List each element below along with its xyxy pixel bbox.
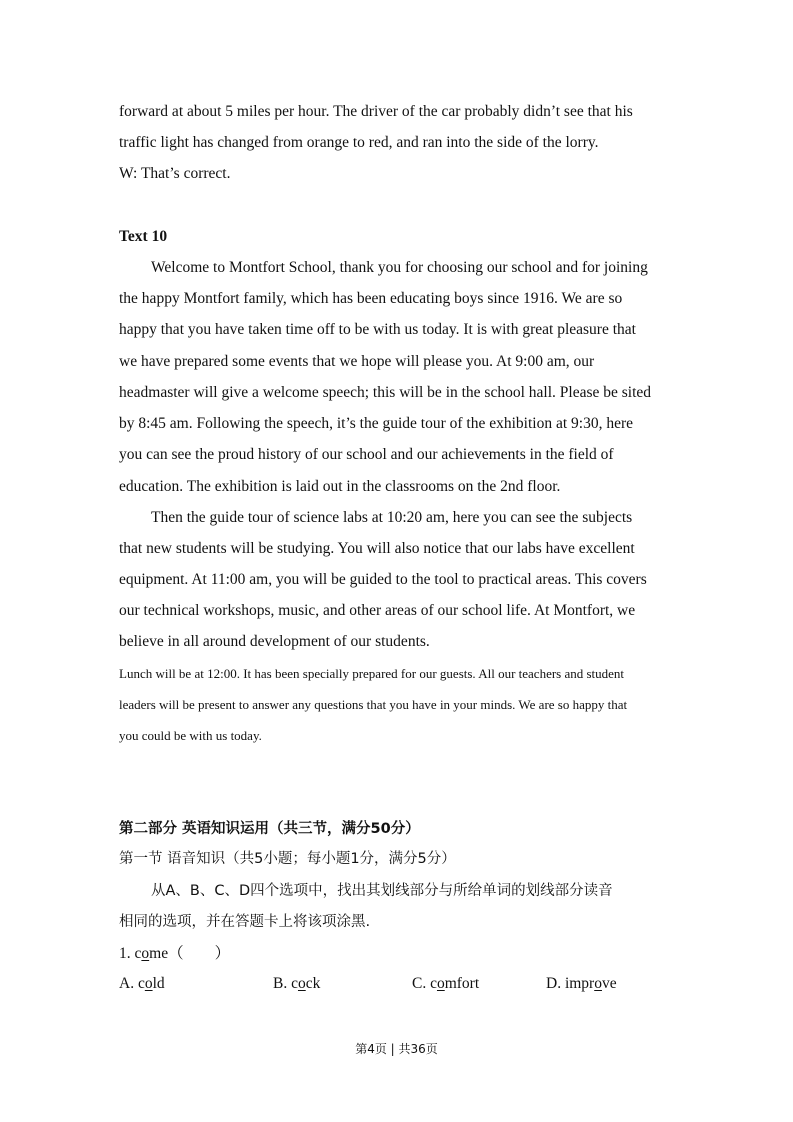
option-d-underlined: o xyxy=(594,975,602,992)
text10-line: leaders will be present to answer any questions that you have in your minds. We are so happy that xyxy=(119,697,628,712)
option-b-pre: B. c xyxy=(273,975,298,992)
option-a-pre: A. c xyxy=(119,975,145,992)
text10-line: headmaster will give a welcome speech; this will be in the school hall. Please be sited xyxy=(119,384,652,401)
text10-line: happy that you have taken time off to be with us today. It is with great pleasure that xyxy=(119,321,636,338)
part2-heading: 第二部分 英语知识运用（共三节，满分50分） xyxy=(119,821,420,837)
question-1-suffix: me（ ） xyxy=(149,945,231,962)
instruction-line: 从A、B、C、D四个选项中，找出其划线部分与所给单词的划线部分读音 xyxy=(151,883,613,899)
transcript-line: forward at about 5 miles per hour. The driver of the car probably didn’t see that his xyxy=(119,103,633,120)
text10-line: that new students will be studying. You will also notice that our labs have excellent xyxy=(119,540,635,557)
text10-line: the happy Montfort family, which has been educating boys since 1916. We are so xyxy=(119,290,623,307)
text10-line: you can see the proud history of our school and our achievements in the field of xyxy=(119,446,614,463)
section1-heading: 第一节 语音知识（共5小题；每小题1分，满分5分） xyxy=(119,851,456,867)
option-d-pre: D. impr xyxy=(546,975,595,992)
option-b-post: ck xyxy=(305,975,321,992)
text10-line: we have prepared some events that we hope will please you. At 9:00 am, our xyxy=(119,353,595,370)
text10-line: Then the guide tour of science labs at 10:20 am, here you can see the subjects xyxy=(151,509,633,526)
option-a-underlined: o xyxy=(144,975,153,992)
text10-line: our technical workshops, music, and other areas of our school life. At Montfort, we xyxy=(119,602,636,619)
option-d xyxy=(546,976,617,992)
option-c-pre: C. c xyxy=(412,975,437,992)
option-c xyxy=(412,976,479,992)
text10-line: Lunch will be at 12:00. It has been specially prepared for our guests. All our teachers and student xyxy=(119,666,625,681)
text10-line: Welcome to Montfort School, thank you for choosing our school and for joining xyxy=(151,259,648,276)
option-a xyxy=(119,976,165,992)
text10-line: equipment. At 11:00 am, you will be guided to the tool to practical areas. This covers xyxy=(119,571,647,588)
option-b-underlined: o xyxy=(297,975,306,992)
text10-line: you could be with us today. xyxy=(119,728,262,743)
transcript-line: traffic light has changed from orange to red, and ran into the side of the lorry. xyxy=(119,134,599,151)
option-a-post: ld xyxy=(152,975,165,992)
option-b xyxy=(273,976,320,992)
transcript-line: W: That’s correct. xyxy=(119,165,231,182)
question-1-underlined: o xyxy=(141,945,150,962)
text10-line: by 8:45 am. Following the speech, it’s the guide tour of the exhibition at 9:30, here xyxy=(119,415,633,432)
option-c-underlined: o xyxy=(436,975,445,992)
page-footer: 第4页 | 共36页 xyxy=(355,1042,438,1056)
option-d-post: ve xyxy=(601,975,617,992)
text10-title: Text 10 xyxy=(119,228,168,245)
question-1 xyxy=(119,946,230,962)
question-1-prefix: 1. c xyxy=(119,945,142,962)
text10-line: believe in all around development of our students. xyxy=(119,633,430,650)
instruction-line: 相同的选项，并在答题卡上将该项涂黑. xyxy=(119,914,371,930)
option-c-post: mfort xyxy=(444,975,480,992)
text10-line: education. The exhibition is laid out in the classrooms on the 2nd floor. xyxy=(119,478,561,495)
